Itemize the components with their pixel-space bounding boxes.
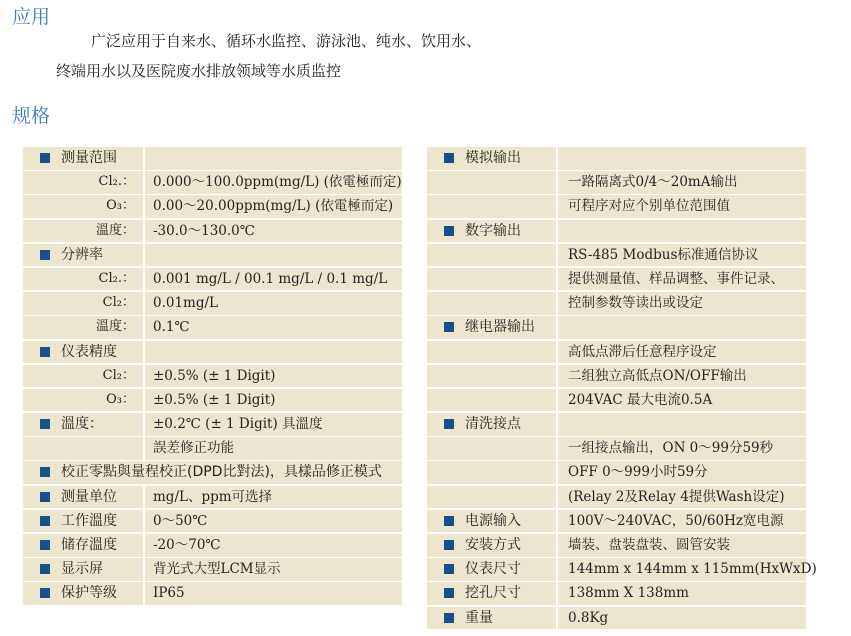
square-bullet-icon xyxy=(40,347,50,357)
spec-value: 一路隔离式0/4～20mA输出 xyxy=(568,174,738,191)
spec-value: 0～50℃ xyxy=(153,512,208,529)
spec-label: 重量 xyxy=(465,609,493,626)
spec-label: 测量范围 xyxy=(61,150,117,166)
spec-row xyxy=(427,220,806,243)
spec-value: 138mm X 138mm xyxy=(568,585,689,602)
spec-label: 挖孔尺寸 xyxy=(465,585,521,602)
spec-value: 墙装、盘装盘装、圆管安装 xyxy=(568,537,730,553)
column-divider xyxy=(556,244,558,267)
spec-row xyxy=(23,510,402,533)
spec-label: 仪表精度 xyxy=(61,343,117,360)
column-divider xyxy=(143,582,145,605)
spec-row xyxy=(427,389,806,412)
spec-label: Cl₂： xyxy=(102,295,135,311)
spec-row xyxy=(23,582,402,605)
spec-label: Cl₂.： xyxy=(98,270,135,286)
column-divider xyxy=(556,389,558,412)
spec-row xyxy=(427,413,806,436)
square-bullet-icon xyxy=(40,153,50,163)
spec-row xyxy=(23,341,402,364)
spec-row xyxy=(23,389,402,412)
column-divider xyxy=(556,582,558,605)
spec-row xyxy=(427,607,806,630)
square-bullet-icon xyxy=(40,588,50,598)
spec-label: 清洗接点 xyxy=(465,416,521,433)
spec-value: 背光式大型LCM显示 xyxy=(153,561,281,578)
spec-label: 校正零點與量程校正(DPD比對法)，具樣品修正模式 xyxy=(61,464,382,481)
spec-row xyxy=(23,171,402,194)
square-bullet-icon xyxy=(40,419,50,429)
column-divider xyxy=(556,171,558,194)
spec-row xyxy=(427,461,806,484)
column-divider xyxy=(143,389,145,412)
spec-value: ±0.5% (± 1 Digit) xyxy=(153,391,276,408)
square-bullet-icon xyxy=(444,564,454,574)
spec-label: 仪表尺寸 xyxy=(465,561,521,578)
square-bullet-icon xyxy=(40,250,50,260)
spec-table-left xyxy=(23,147,402,607)
spec-row xyxy=(23,268,402,291)
spec-row xyxy=(427,558,817,581)
column-divider xyxy=(143,316,145,339)
spec-row xyxy=(23,195,402,218)
spec-value: (Relay 2及Relay 4提供Wash设定) xyxy=(568,488,785,505)
spec-value: 可程序对应个别单位范围值 xyxy=(568,198,730,215)
spec-row xyxy=(427,582,806,605)
column-divider xyxy=(556,195,558,218)
column-divider xyxy=(556,292,558,315)
square-bullet-icon xyxy=(444,322,454,332)
spec-label: 工作溫度 xyxy=(61,512,117,529)
column-divider xyxy=(556,316,558,339)
column-divider xyxy=(143,486,145,509)
column-divider xyxy=(143,268,145,291)
application-description-line-2: 终端用水以及医院废水排放领域等水质监控 xyxy=(56,62,342,80)
column-divider xyxy=(556,437,558,460)
square-bullet-icon xyxy=(444,588,454,598)
spec-label: 分辨率 xyxy=(61,246,103,263)
column-divider xyxy=(143,195,145,218)
spec-row xyxy=(23,220,402,243)
spec-value: 0.001 mg/L / 00.1 mg/L / 0.1 mg/L xyxy=(153,270,388,287)
spec-label: O₃： xyxy=(106,391,135,407)
spec-row xyxy=(23,365,402,388)
square-bullet-icon xyxy=(444,226,454,236)
section-title-application: 应用 xyxy=(12,6,51,28)
spec-row xyxy=(427,292,806,315)
square-bullet-icon xyxy=(40,540,50,550)
spec-row xyxy=(427,534,806,557)
column-divider xyxy=(143,244,145,267)
spec-label: 显示屏 xyxy=(61,561,103,578)
spec-value: 二组独立高低点ON/OFF输出 xyxy=(568,367,747,384)
square-bullet-icon xyxy=(40,492,50,502)
column-divider xyxy=(556,607,558,630)
spec-label: 电源输入 xyxy=(465,512,521,529)
spec-row xyxy=(427,486,806,509)
spec-row xyxy=(427,341,806,364)
spec-value: 一组接点输出，ON 0～99分59秒 xyxy=(568,440,774,457)
square-bullet-icon xyxy=(40,564,50,574)
spec-value: 144mm x 144mm x 115mm(HxWxD) xyxy=(568,561,817,578)
column-divider xyxy=(556,268,558,291)
column-divider xyxy=(143,341,145,364)
column-divider xyxy=(556,147,558,170)
spec-value: 控制参数等读出或设定 xyxy=(568,295,703,312)
spec-value: IP65 xyxy=(153,585,185,602)
spec-label: 安装方式 xyxy=(465,537,521,553)
spec-label: 溫度： xyxy=(95,222,135,238)
spec-row xyxy=(427,195,806,218)
square-bullet-icon xyxy=(444,613,454,623)
column-divider xyxy=(556,486,558,509)
spec-row xyxy=(23,558,402,581)
spec-row xyxy=(23,292,402,315)
spec-row xyxy=(427,268,806,291)
spec-row xyxy=(23,316,402,339)
spec-value: 0.8Kg xyxy=(568,609,609,626)
column-divider xyxy=(143,413,145,436)
spec-label: Cl₂： xyxy=(102,367,135,383)
square-bullet-icon xyxy=(444,419,454,429)
spec-value: ±0.5% (± 1 Digit) xyxy=(153,367,276,384)
column-divider xyxy=(556,413,558,436)
square-bullet-icon xyxy=(444,153,454,163)
column-divider xyxy=(143,292,145,315)
spec-value: 提供测量值、样品调整、事件记录、 xyxy=(568,270,784,287)
column-divider xyxy=(556,341,558,364)
spec-label: O₃： xyxy=(106,198,135,214)
spec-row xyxy=(23,244,402,267)
spec-row xyxy=(23,437,402,460)
spec-value: 0.01mg/L xyxy=(153,295,219,312)
spec-value: mg/L、ppm可选择 xyxy=(153,488,273,505)
spec-row xyxy=(427,510,806,533)
spec-row xyxy=(23,147,402,170)
spec-row xyxy=(23,486,402,509)
column-divider xyxy=(143,558,145,581)
column-divider xyxy=(143,534,145,557)
column-divider xyxy=(143,147,145,170)
spec-row xyxy=(23,461,402,484)
spec-value: 高低点滞后任意程序设定 xyxy=(568,343,717,360)
spec-row xyxy=(427,147,806,170)
spec-row xyxy=(427,437,806,460)
spec-label: 溫度： xyxy=(61,416,103,433)
column-divider xyxy=(143,437,145,460)
column-divider xyxy=(556,365,558,388)
spec-table-right xyxy=(427,147,817,631)
spec-label: Cl₂.： xyxy=(98,174,135,190)
application-description-line-1: 广泛应用于自来水、循环水监控、游泳池、纯水、饮用水、 xyxy=(91,32,482,50)
spec-value: OFF 0～999小时59分 xyxy=(568,464,708,481)
column-divider xyxy=(556,461,558,484)
column-divider xyxy=(556,510,558,533)
spec-value: RS-485 Modbus标准通信协议 xyxy=(568,246,759,263)
spec-row xyxy=(427,365,806,388)
spec-label: 模拟输出 xyxy=(465,150,521,166)
square-bullet-icon xyxy=(444,516,454,526)
spec-value: 204VAC 最大电流0.5A xyxy=(568,391,713,408)
column-divider xyxy=(143,220,145,243)
square-bullet-icon xyxy=(40,516,50,526)
spec-value: 0.000～100.0ppm(mg/L) (依電極而定) xyxy=(153,174,402,191)
spec-label: 测量单位 xyxy=(61,488,117,505)
spec-value: ±0.2℃ (± 1 Digit) 具溫度 xyxy=(153,416,323,433)
square-bullet-icon xyxy=(40,467,50,477)
spec-value: -20～70℃ xyxy=(153,537,221,553)
spec-value: 誤差修正功能 xyxy=(153,440,234,457)
column-divider xyxy=(556,534,558,557)
spec-value: 100V～240VAC，50/60Hz宽电源 xyxy=(568,512,784,529)
spec-label: 数字输出 xyxy=(465,222,521,239)
spec-value: 0.1℃ xyxy=(153,319,190,336)
spec-row xyxy=(23,413,402,436)
spec-row xyxy=(427,244,806,267)
section-title-specifications: 规格 xyxy=(12,105,51,127)
spec-row xyxy=(427,171,806,194)
spec-label: 储存溫度 xyxy=(61,537,117,553)
square-bullet-icon xyxy=(444,540,454,550)
spec-row xyxy=(23,534,402,557)
column-divider xyxy=(143,510,145,533)
column-divider xyxy=(143,171,145,194)
spec-value: 0.00～20.00ppm(mg/L) (依電極而定) xyxy=(153,198,394,215)
spec-label: 继电器输出 xyxy=(465,319,535,336)
spec-label: 保护等级 xyxy=(61,585,117,602)
spec-label: 溫度： xyxy=(95,319,135,335)
spec-value: -30.0～130.0℃ xyxy=(153,222,255,239)
column-divider xyxy=(556,220,558,243)
column-divider xyxy=(143,365,145,388)
column-divider xyxy=(556,558,558,581)
spec-row xyxy=(427,316,806,339)
